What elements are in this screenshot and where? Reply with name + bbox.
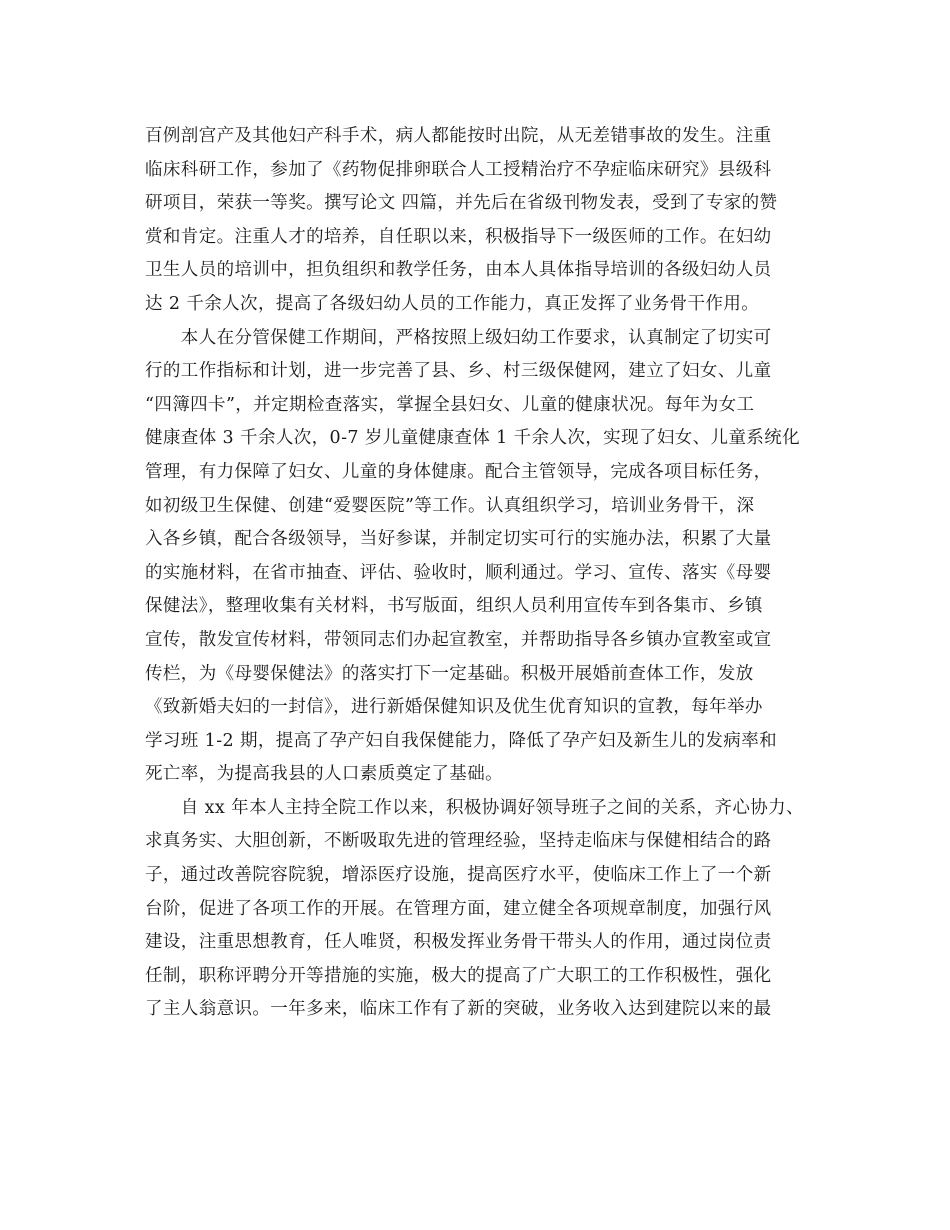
- text-line: 的实施材料，在省市抽查、评估、验收时，顺利通过。学习、宣传、落实《母婴: [145, 562, 772, 583]
- text-line: 死亡率，为提高我县的人口素质奠定了基础。: [145, 764, 503, 785]
- text-line: 本人在分管保健工作期间，严格按照上级妇幼工作要求，认真制定了切实可: [145, 327, 772, 348]
- text-line: “四簿四卡”，并定期检查落实，掌握全县妇女、儿童的健康状况。每年为女工: [145, 394, 755, 415]
- text-line: 了主人翁意识。一年多来，临床工作有了新的突破，业务收入达到建院以来的最: [145, 999, 772, 1020]
- text-line: 台阶，促进了各项工作的开展。在管理方面，建立健全各项规章制度，加强行风: [145, 898, 772, 919]
- text-line: 研项目，荣获一等奖。撰写论文 四篇，并先后在省级刊物发表，受到了专家的赞: [145, 193, 778, 214]
- body-text: [145, 120, 825, 1027]
- text-line: 求真务实、大胆创新，不断吸取先进的管理经验，坚持走临床与保健相结合的路: [145, 831, 772, 852]
- text-line: 管理，有力保障了妇女、儿童的身体健康。配合主管领导，完成各项目标任务，: [145, 461, 772, 482]
- text-line: 卫生人员的培训中，担负组织和教学任务，由本人具体指导培训的各级妇幼人员: [145, 260, 772, 281]
- text-line: 宣传，散发宣传材料，带领同志们办起宣教室，并帮助指导各乡镇办宣教室或宣: [145, 629, 772, 650]
- text-line: 临床科研工作，参加了《药物促排卵联合人工授精治疗不孕症临床研究》县级科: [145, 159, 772, 180]
- text-line: 达 2 千余人次，提高了各级妇幼人员的工作能力，真正发挥了业务骨干作用。: [145, 293, 760, 314]
- text-line: 建设，注重思想教育，任人唯贤，积极发挥业务骨干带头人的作用，通过岗位责: [145, 932, 772, 953]
- text-line: 任制，职称评聘分开等措施的实施，极大的提高了广大职工的工作积极性，强化: [145, 965, 772, 986]
- text-line: 如初级卫生保健、创建“爱婴医院”等工作。认真组织学习，培训业务骨干，深: [145, 495, 755, 516]
- text-line: 保健法》，整理收集有关材料，书写版面，组织人员利用宣传车到各集市、乡镇: [145, 596, 763, 617]
- text-line: 健康查体 3 千余人次，0-7 岁儿童健康查体 1 千余人次，实现了妇女、儿童系统化: [145, 428, 801, 449]
- text-line: 入各乡镇，配合各级领导，当好参谋，并制定切实可行的实施办法，积累了大量: [145, 529, 772, 550]
- text-line: 子，通过改善院容院貌，增添医疗设施，提高医疗水平，使临床工作上了一个新: [145, 865, 772, 886]
- text-line: 百例剖宫产及其他妇产科手术，病人都能按时出院，从无差错事故的发生。注重: [145, 126, 772, 146]
- text-line: 传栏，为《母婴保健法》的落实打下一定基础。积极开展婚前查体工作，发放: [145, 663, 754, 684]
- text-line: 学习班 1-2 期，提高了孕产妇自我保健能力，降低了孕产妇及新生儿的发病率和: [145, 730, 778, 751]
- text-line: 《致新婚夫妇的一封信》，进行新婚保健知识及优生优育知识的宣教，每年举办: [145, 697, 763, 718]
- text-line: 自 xx 年本人主持全院工作以来，积极协调好领导班子之间的关系，齐心协力、: [145, 797, 804, 818]
- text-line: 行的工作指标和计划，进一步完善了县、乡、村三级保健网，建立了妇女、儿童: [145, 361, 772, 382]
- text-line: 赏和肯定。注重人才的培养，自任职以来，积极指导下一级医师的工作。在妇幼: [145, 226, 772, 247]
